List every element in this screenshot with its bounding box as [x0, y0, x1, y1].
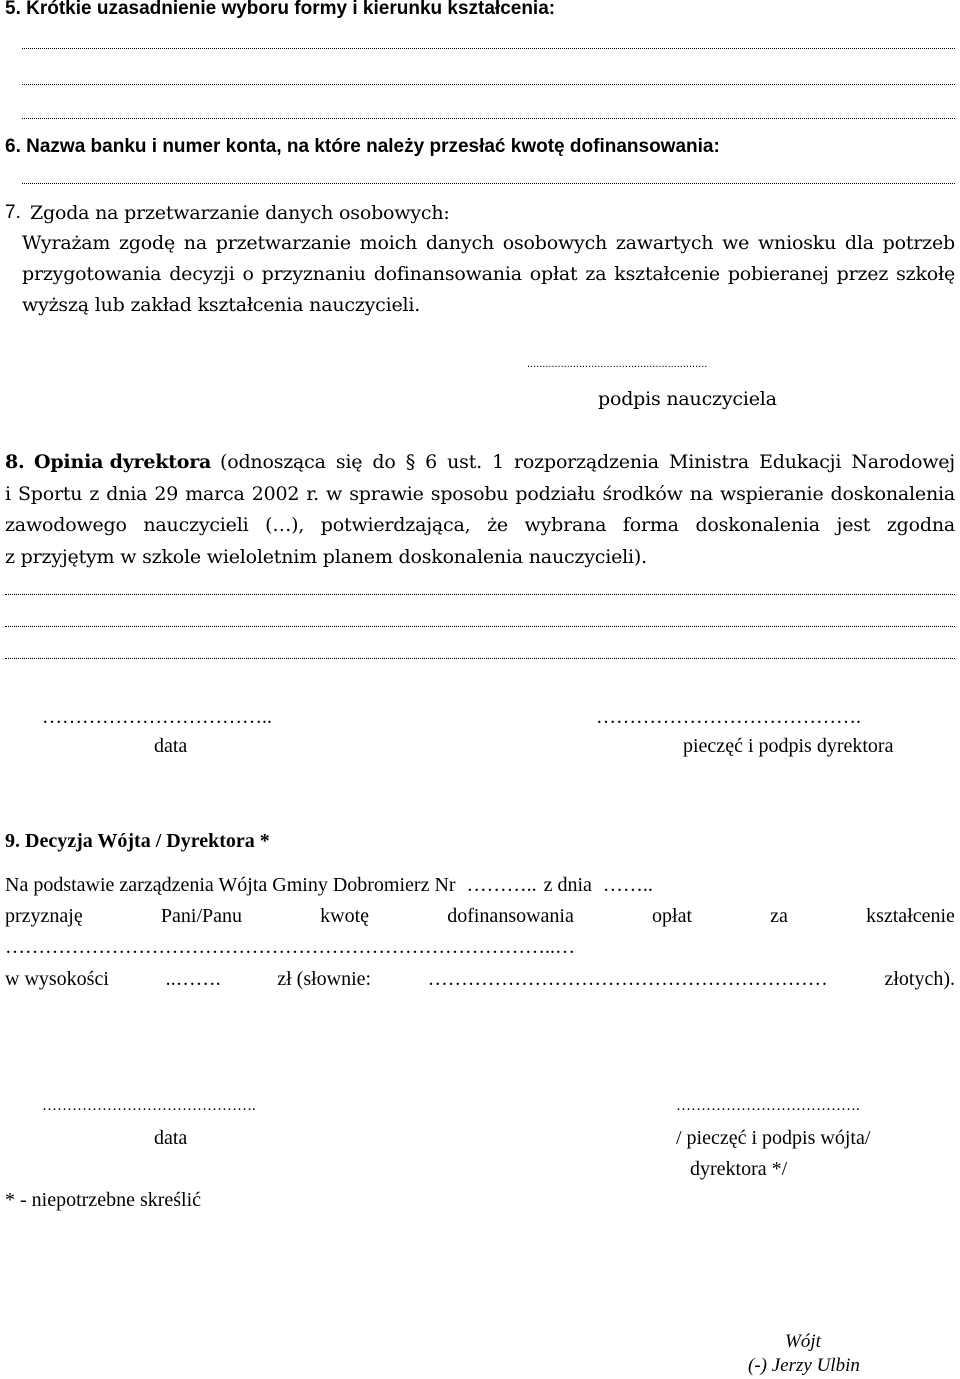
decision-date-line: …………………………………….: [42, 1098, 256, 1114]
footnote: * - niepotrzebne skreślić: [5, 1189, 202, 1211]
fill-line: [5, 594, 955, 595]
section-7-title: Zgoda na przetwarzanie danych osobowych:: [30, 202, 450, 224]
director-date-line: ……………………………..: [42, 706, 272, 728]
amount-field: ..…….: [165, 968, 221, 990]
section-5-title: 5. Krótkie uzasadnienie wyboru formy i kierunku kształcenia:: [5, 0, 556, 19]
decision-line-1-text: Na podstawie zarządzenia Wójta Gminy Dobromierz Nr: [5, 874, 456, 896]
decision-line-1: [5, 874, 653, 897]
fill-line: [22, 84, 955, 85]
fill-line: [22, 183, 955, 184]
fill-line: [5, 658, 955, 659]
section-7-text-line: Wyrażam zgodę na przetwarzanie moich danych osobowych zawartych we wniosku dla potrzeb: [22, 232, 955, 254]
decision-word: dofinansowania: [447, 905, 574, 927]
decision-word: Pani/Panu: [160, 905, 243, 927]
ordinance-number-field: ………..: [466, 874, 537, 896]
section-7-number: 7.: [5, 202, 21, 223]
teacher-signature-line: ...........................................................: [527, 358, 708, 370]
director-signature-label: pieczęć i podpis dyrektora: [683, 735, 894, 757]
director-signature-line: ………………………………….: [596, 706, 861, 728]
decision-line-1-mid: z dnia: [543, 874, 592, 896]
decision-word: opłat: [652, 905, 693, 927]
amount-words-field: ……………………………………………………: [427, 968, 828, 990]
fill-line: [22, 48, 955, 49]
decision-date-label: data: [154, 1127, 188, 1149]
fill-line: [22, 118, 955, 119]
teacher-signature-label: podpis nauczyciela: [598, 388, 777, 410]
decision-signature-label: / pieczęć i podpis wójta/: [676, 1127, 871, 1149]
decision-word: kształcenie: [866, 905, 955, 927]
section-6-title: 6. Nazwa banku i numer konta, na które należy przesłać kwotę dofinansowania:: [5, 136, 720, 157]
ordinance-date-field: ……..: [602, 874, 653, 896]
decision-signature-line: ……………………………….: [676, 1098, 860, 1114]
decision-recipient-field: ………………………………………………………………………..…: [5, 936, 575, 958]
signature-role: Wójt: [785, 1331, 821, 1352]
section-7-text-line: wyższą lub zakład kształcenia nauczycieli.: [22, 294, 421, 316]
section-8-number: 8.: [5, 451, 25, 473]
section-8-title: Opinia dyrektora: [34, 451, 212, 473]
fill-line: [5, 626, 955, 627]
section-9-title: 9. Decyzja Wójta / Dyrektora *: [5, 830, 270, 852]
section-7-text-line: przygotowania decyzji o przyznaniu dofinansowania opłat za kształcenie pobieranej przez szkołę: [22, 263, 955, 285]
section-8-text-line: i Sportu z dnia 29 marca 2002 r. w sprawie sposobu podziału środków na wspieranie doskonalenia: [5, 483, 955, 505]
director-date-label: data: [154, 735, 188, 757]
section-8-text-line: (odnosząca się do § 6 ust. 1 rozporządzenia Ministra Edukacji Narodowej: [220, 451, 955, 473]
amount-words-label: zł (słownie:: [277, 968, 372, 990]
decision-signature-label: dyrektora */: [690, 1158, 788, 1180]
section-8-text-line: zawodowego nauczycieli (…), potwierdzająca, że wybrana forma doskonalenia jest zgodna: [5, 514, 955, 536]
amount-currency: złotych).: [884, 968, 955, 990]
decision-word: przyznaję: [5, 905, 83, 927]
section-8-text-line: z przyjętym w szkole wieloletnim planem doskonalenia nauczycieli).: [5, 546, 647, 568]
decision-line-4: [5, 968, 955, 991]
decision-word: za: [770, 905, 788, 927]
decision-line-2: [5, 905, 955, 928]
signature-name: (-) Jerzy Ulbin: [748, 1355, 860, 1376]
decision-word: kwotę: [320, 905, 370, 927]
amount-label: w wysokości: [5, 968, 109, 990]
